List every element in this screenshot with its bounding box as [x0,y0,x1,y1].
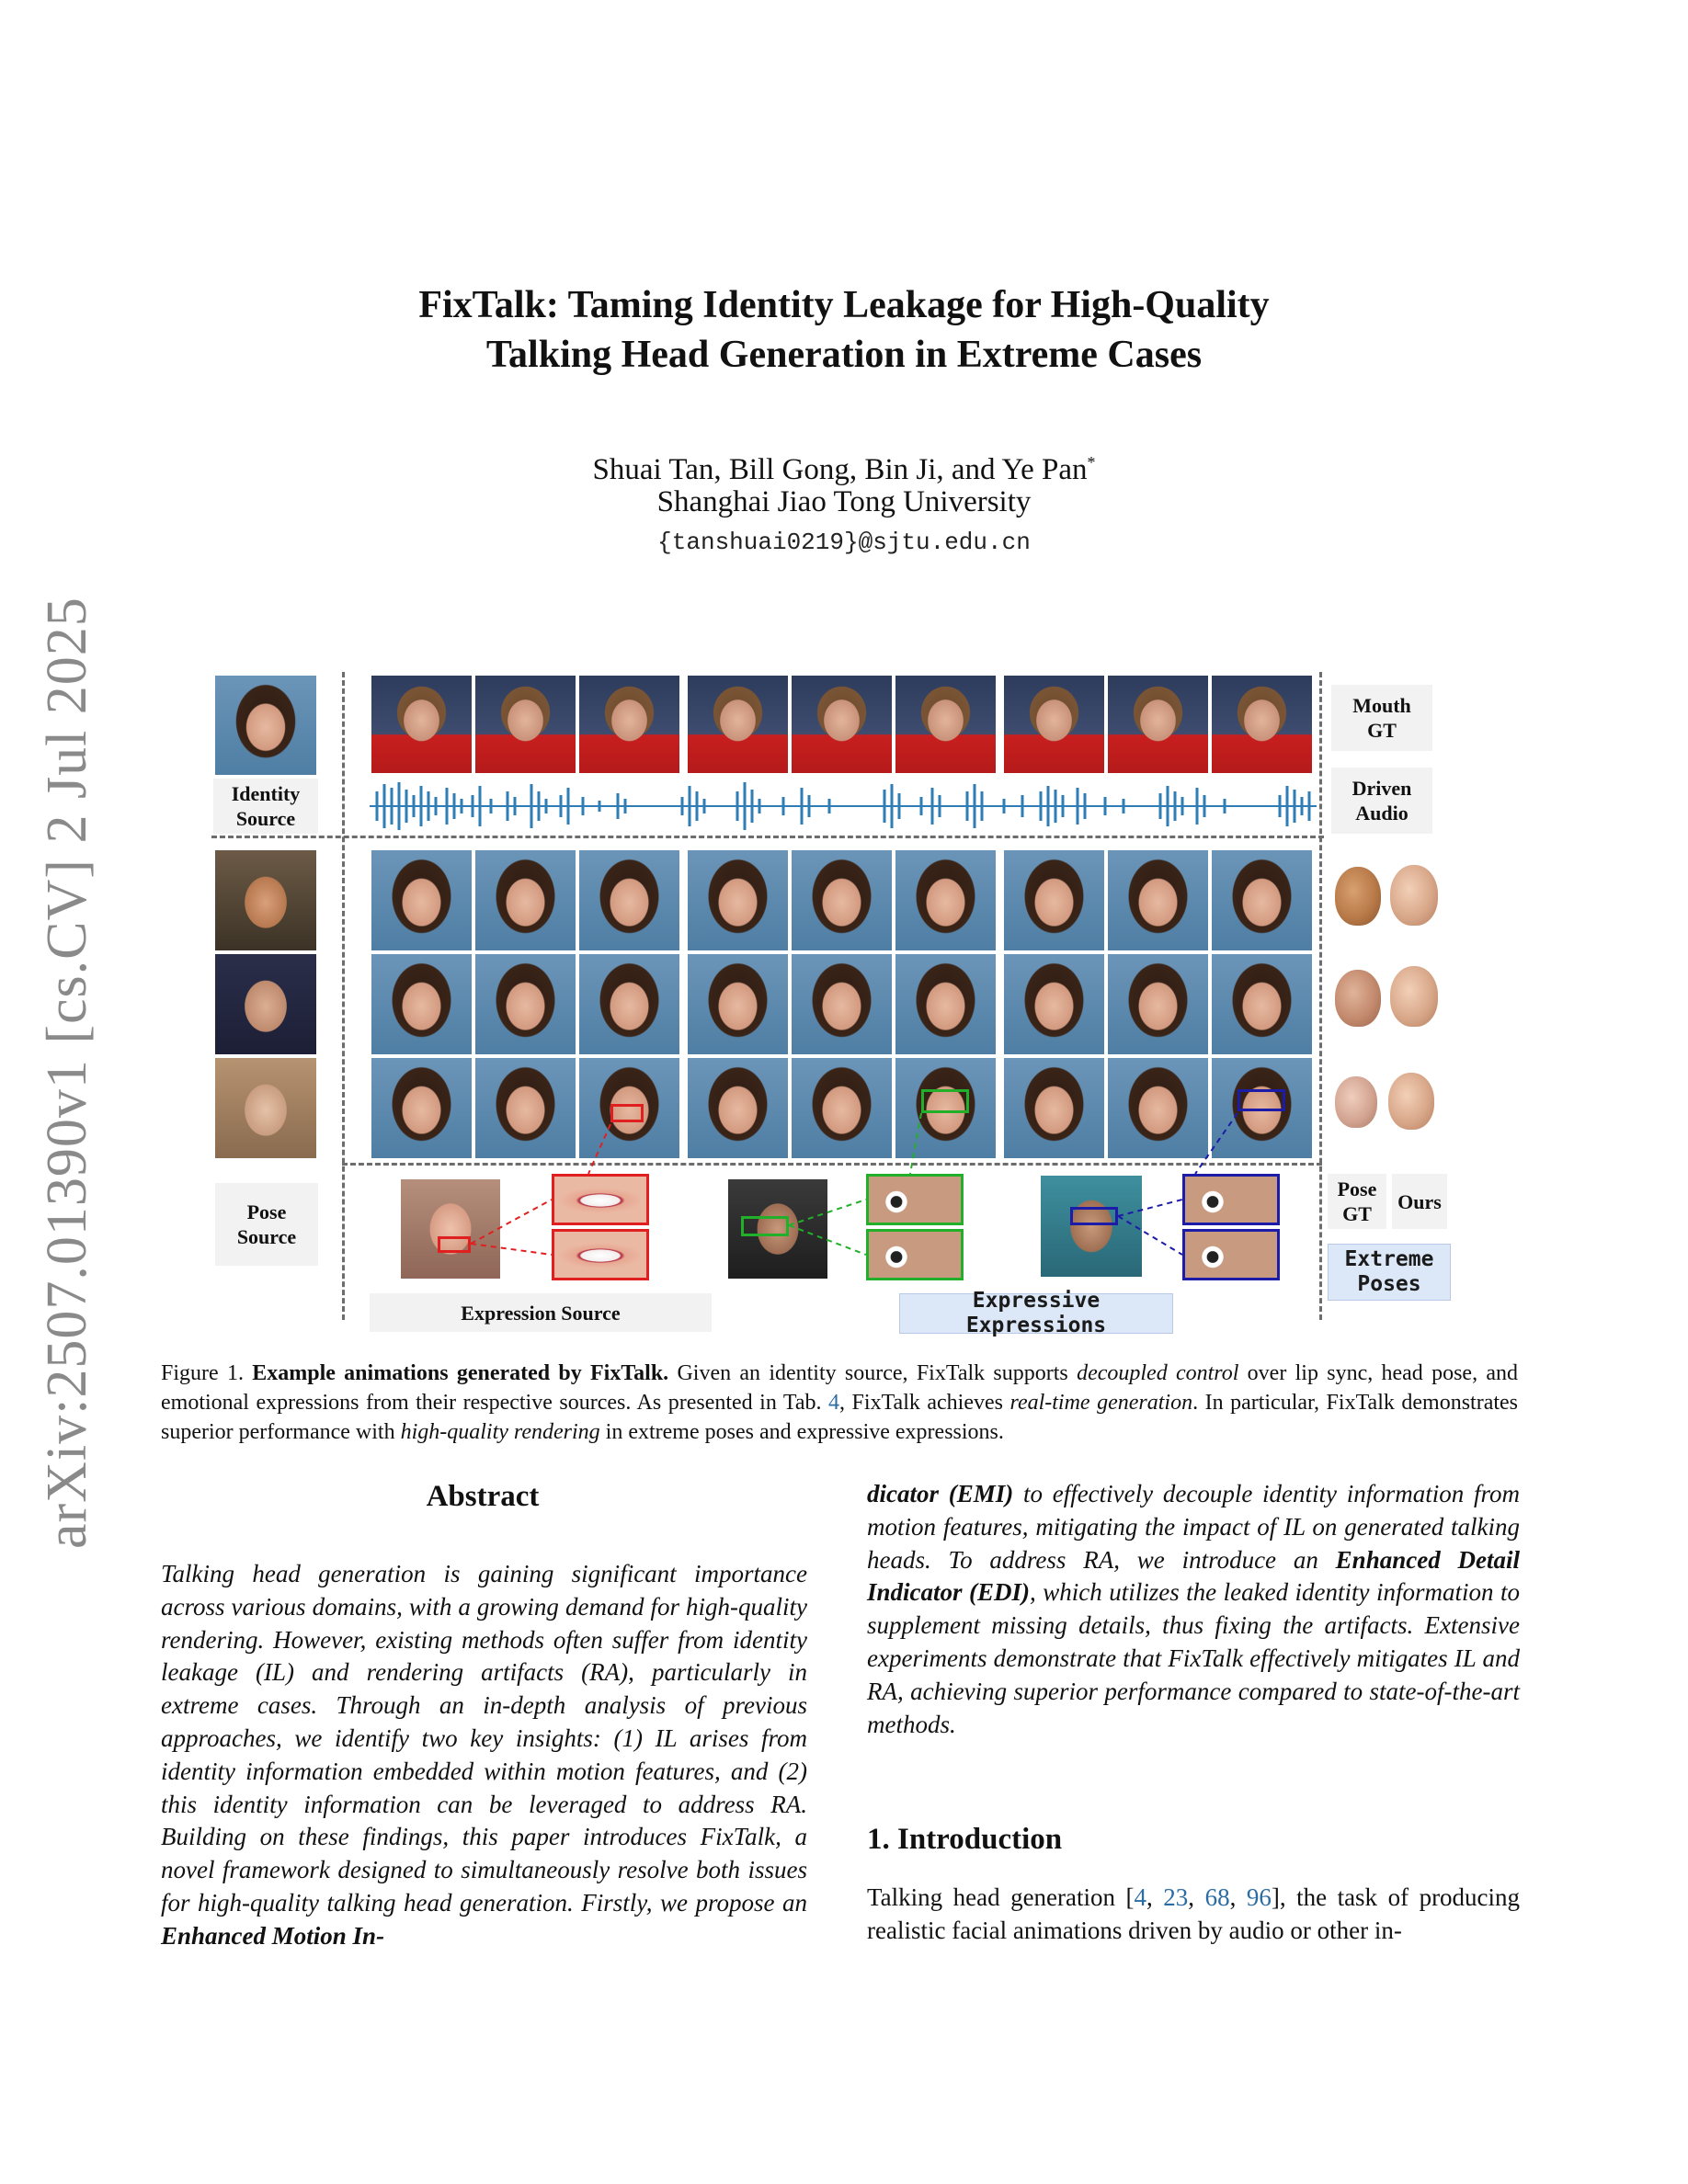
abstract-text: Talking head generation is gaining significant importance across various domains, with a growing demand for high-quality rendering. However, existing methods often suffer from identity leakage (IL) and rendering artifacts (RA), particularly in extreme cases. Through an in-depth analysis of previous approaches, we identify two key insights: (1) IL arises from identity information embedded within motion features, and (2) this identity information can be leveraged to address RA. Building on these findings, this paper introduces FixTalk, a novel framework designed to simultaneously resolve both issues for high-quality talking head generation. Firstly, we propose an [161,1560,807,1917]
extreme-poses-label-2: Poses [1357,1272,1421,1296]
citation-link[interactable]: 68 [1204,1883,1230,1911]
zoom-connectors [211,666,1462,1328]
introduction-body: Talking head generation [4, 23, 68, 96], the task of producing realistic facial animations driven by audio or other in- [867,1883,1521,1944]
emi-term-end: dicator (EMI) [867,1480,1014,1507]
expression-source-label [370,1293,712,1332]
arxiv-stamp: arXiv:2507.01390v1 [cs.CV] 2 Jul 2025 [36,597,98,1549]
figure-1 [211,666,1462,1337]
extreme-poses-label-1: Extreme [1344,1247,1434,1271]
pose-source-label-1: Pose [246,1200,287,1223]
driven-audio-label-2: Audio [1355,802,1409,825]
abstract-heading: Abstract [426,1480,540,1513]
mouth-gt-label-2: GT [1367,719,1397,742]
caption-text-1: Given an identity source, FixTalk supports [668,1361,1078,1385]
intro-text-2: ], the task of producing realistic facial animations driven by audio or other in- [867,1883,1521,1944]
title-line-1: FixTalk: Taming Identity Leakage for High-Quality [418,284,1270,326]
abstract-continued [867,1478,1520,1741]
abstract-continued-text-1: to effectively decouple identity information from motion features, mitigating the impact of IL on generated talking heads. To address RA, we introduce an [867,1480,1520,1574]
emi-term-start: Enhanced Motion In- [161,1921,385,1950]
caption-text-5: in extreme poses and expressive expressions. [599,1420,1004,1444]
title-line-2: Talking Head Generation in Extreme Cases [485,334,1203,376]
caption-italic-1: decoupled control [1077,1361,1239,1385]
driven-audio-label-1: Driven [1352,777,1412,800]
caption-italic-3: high-quality rendering [400,1420,600,1444]
expressive-expressions-label [899,1289,1173,1337]
intro-text-1: Talking head generation [ [867,1883,1135,1911]
corresponding-mark: * [1087,453,1096,472]
pose-source-label-2: Source [236,1225,297,1248]
pose-gt-label-1: Pose [1337,1177,1377,1200]
caption-italic-2: real-time generation [1009,1391,1193,1415]
caption-text-4: . In particular, FixTalk demonstrates superior performance with [161,1391,1519,1444]
affiliation: Shanghai Jiao Tong University [656,485,1032,518]
citation-link[interactable]: 23 [1163,1883,1189,1911]
table-reference-link[interactable]: 4 [828,1391,840,1415]
mouth-gt-label-1: Mouth [1352,694,1411,717]
expressive-expressions-label-text: Expressive Expressions [965,1289,1107,1337]
expression-source-label-text: Expression Source [461,1301,621,1325]
caption-text-2: over lip sync, head pose, and emotional expressions from their respective sources. As presented in Tab. [161,1361,1519,1415]
citation-link[interactable]: 96 [1246,1883,1272,1911]
section-heading-introduction: 1. Introduction [867,1823,1063,1856]
figure-caption [161,1359,1518,1447]
edi-term: Enhanced Detail Indicator (EDI) [867,1545,1520,1607]
caption-label: Figure 1. [161,1361,244,1385]
paper-title [0,280,1688,380]
identity-source-label-2: Source [235,807,296,830]
pose-gt-label-2: GT [1342,1202,1372,1225]
ours-label-text: Ours [1397,1189,1442,1213]
authors-text: Shuai Tan, Bill Gong, Bin Ji, and Ye Pan [592,453,1088,486]
caption-bold: Example animations generated by FixTalk. [252,1361,669,1385]
abstract-continued-text-2: , which utilizes the leaked identity information to supplement missing details, thus fixing the artifacts. Extensive experiments demonstrate that FixTalk effectively mitigates IL and RA, achieving superior performance compared to state-of-the-art methods. [867,1578,1520,1738]
citation-link[interactable]: 4 [1134,1883,1147,1911]
caption-text-3: , FixTalk achieves [839,1391,1010,1415]
identity-source-label-1: Identity [231,782,301,805]
abstract-body [161,1558,807,1953]
email: {tanshuai0219}@sjtu.edu.cn [657,529,1031,556]
